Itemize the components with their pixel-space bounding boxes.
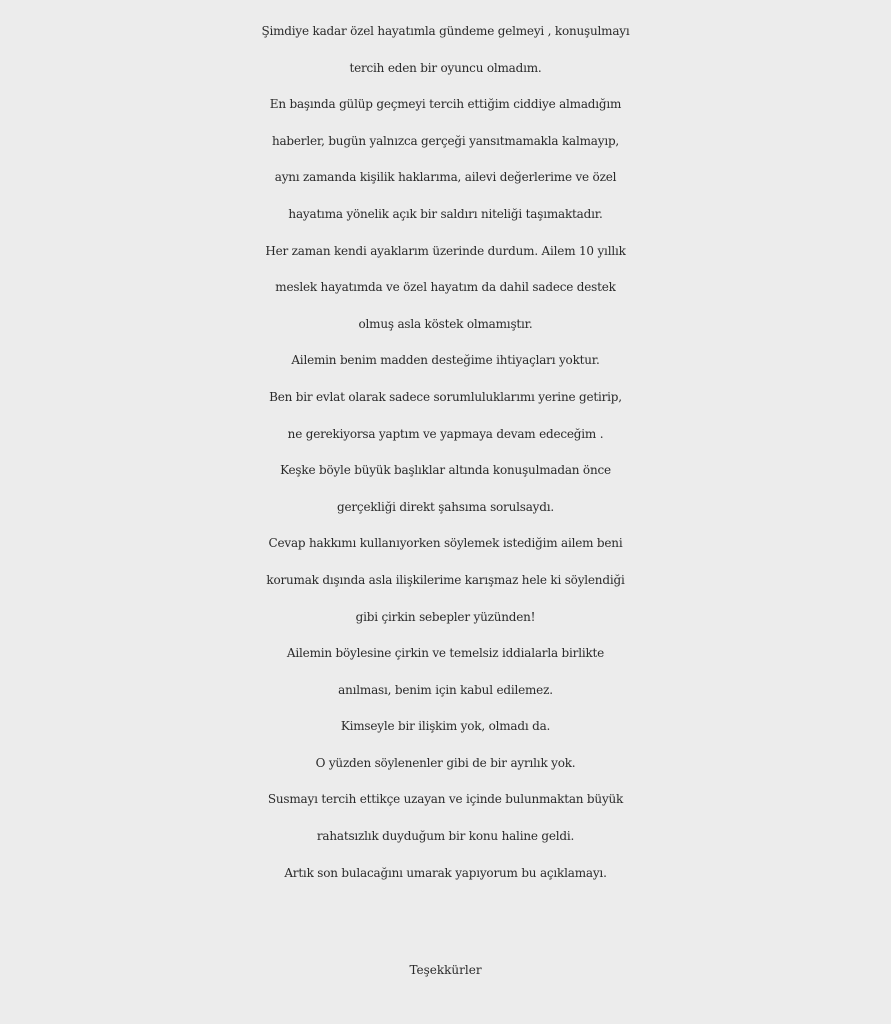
statement-line: gerçekliği direkt şahsıma sorulsaydı. bbox=[337, 499, 554, 514]
statement-line: ne gerekiyorsa yaptım ve yapmaya devam edeceğim . bbox=[287, 426, 604, 441]
statement-line: korumak dışında asla ilişkilerime karışmaz hele ki söylendiği bbox=[266, 572, 625, 587]
statement-line: Ailemin böylesine çirkin ve temelsiz iddialarla birlikte bbox=[286, 646, 605, 661]
statement-line: Ailemin benim madden desteğime ihtiyaçları yoktur. bbox=[291, 353, 600, 368]
statement-line: haberler, bugün yalnızca gerçeği yansıtmamakla kalmayıp, bbox=[271, 133, 620, 148]
statement-line: Ben bir evlat olarak sadece sorumluluklarımı yerine getirip, bbox=[269, 389, 622, 404]
statement-line: Şimdiye kadar özel hayatımla gündeme gelmeyi , konuşulmayı bbox=[261, 24, 630, 38]
statement-line: Susmayı tercih ettikçe uzayan ve içinde bulunmaktan büyük bbox=[267, 792, 624, 807]
statement-line: Kimseyle bir ilişkim yok, olmadı da. bbox=[340, 719, 551, 734]
statement-line: anılması, benim için kabul edilemez. bbox=[338, 682, 553, 697]
statement-line: tercih eden bir oyuncu olmadım. bbox=[349, 60, 542, 75]
statement-line: olmuş asla köstek olmamıştır. bbox=[358, 316, 533, 331]
statement-line: hayatıma yönelik açık bir saldırı niteliği taşımaktadır. bbox=[288, 206, 603, 221]
statement-line: aynı zamanda kişilik haklarıma, ailevi değerlerime ve özel bbox=[274, 170, 617, 185]
statement-line: gibi çirkin sebepler yüzünden! bbox=[355, 609, 536, 624]
signature: Teşekkürler bbox=[409, 963, 482, 977]
statement-line: En başında gülüp geçmeyi tercih ettiğim ciddiye almadığım bbox=[269, 97, 622, 112]
statement-line: meslek hayatımda ve özel hayatım da dahil sadece destek bbox=[275, 280, 616, 295]
statement-line: Artık son bulacağını umarak yapıyorum bu açıklamayı. bbox=[284, 865, 607, 880]
statement-line: Her zaman kendi ayaklarım üzerinde durdum. Ailem 10 yıllık bbox=[265, 243, 626, 258]
statement-body bbox=[0, 13, 891, 891]
statement-line: Keşke böyle büyük başlıklar altında konuşulmadan önce bbox=[280, 463, 611, 478]
statement-line: Cevap hakkımı kullanıyorken söylemek istediğim ailem beni bbox=[268, 536, 623, 551]
statement-line: rahatsızlık duyduğum bir konu haline geldi. bbox=[316, 829, 575, 844]
statement-line: O yüzden söylenenler gibi de bir ayrılık yok. bbox=[315, 755, 576, 770]
